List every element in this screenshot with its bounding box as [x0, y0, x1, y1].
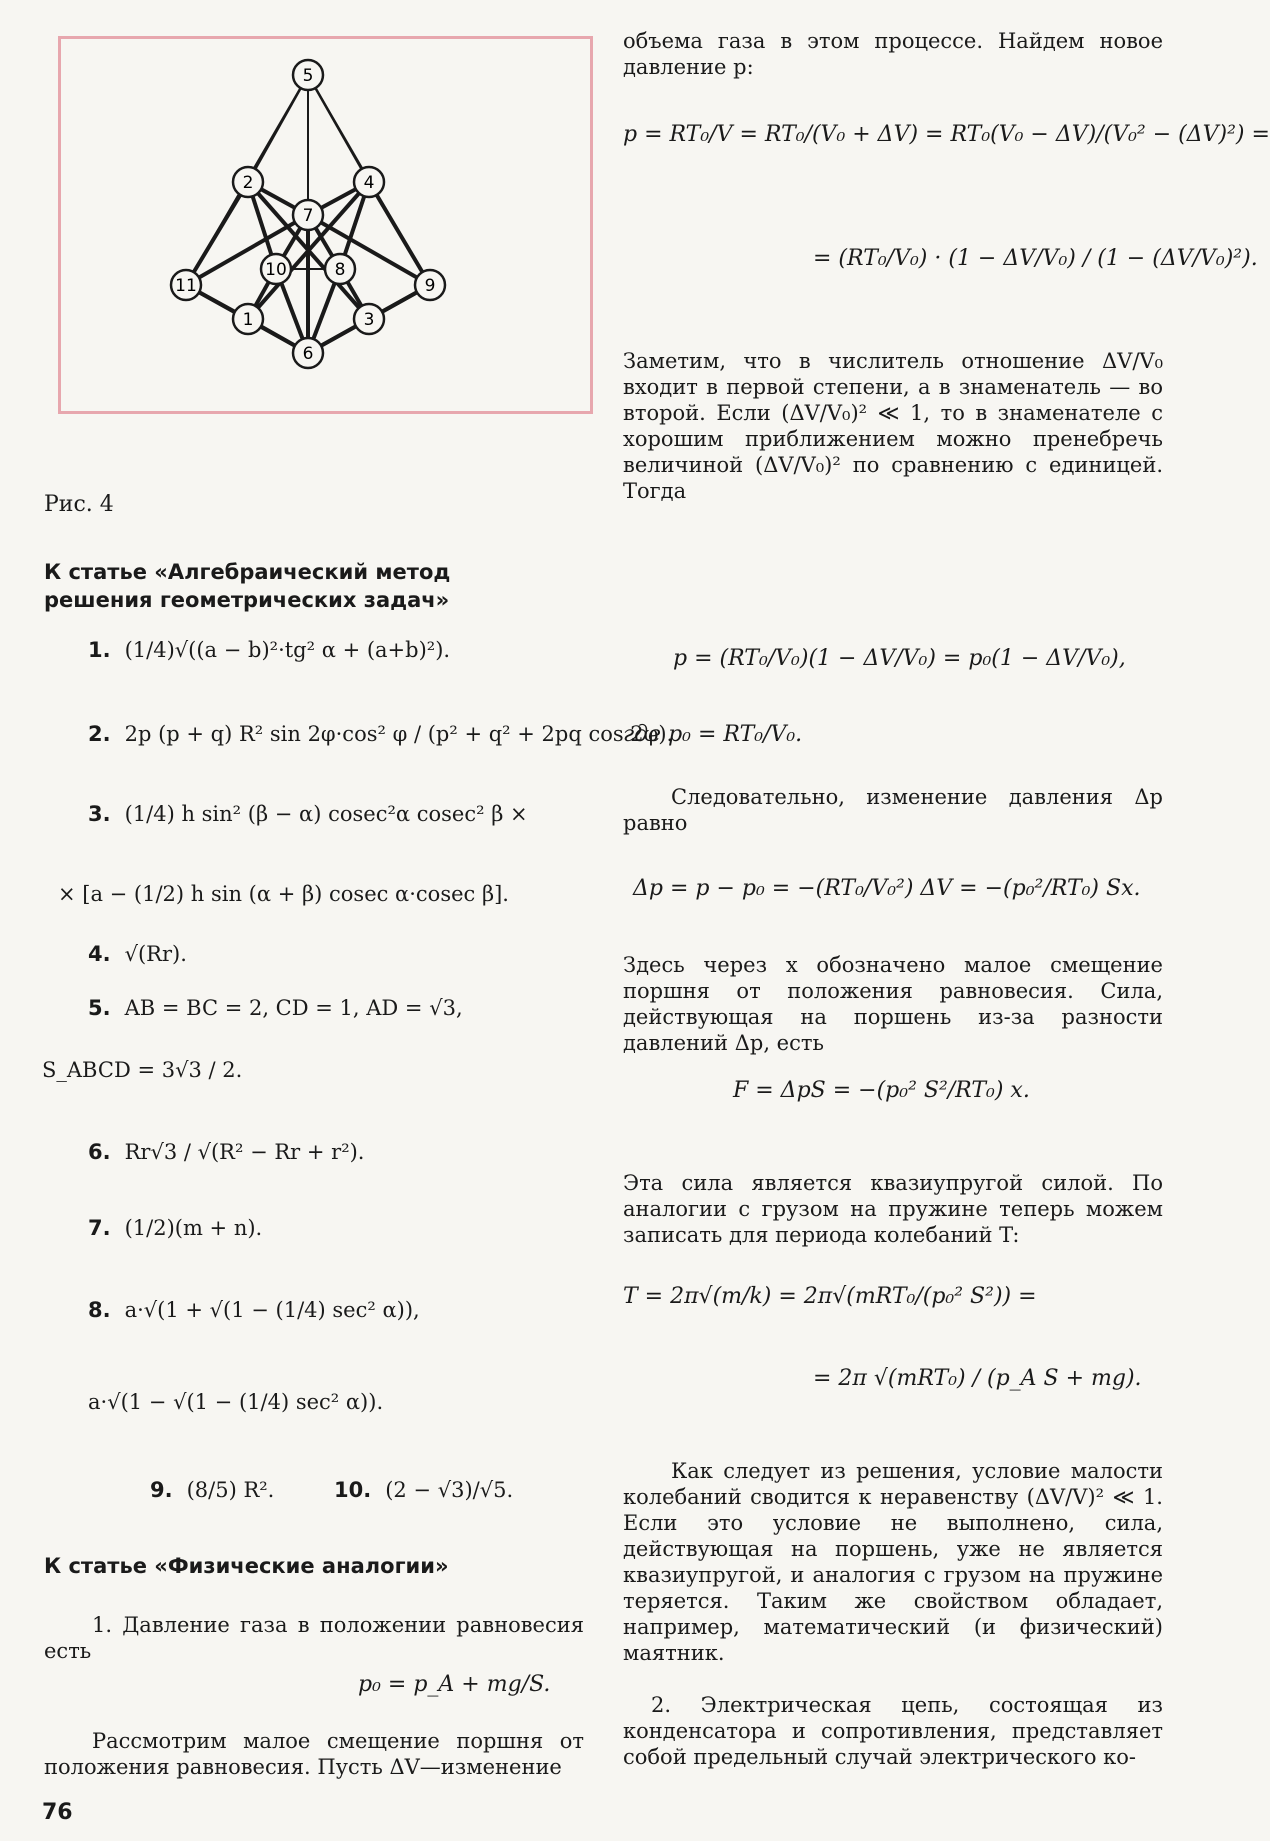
answer-9: [150, 1478, 274, 1502]
equation-period-1: T = 2π√(m/k) = 2π√(mRT₀/(p₀² S²)) =: [623, 1284, 1037, 1309]
answer-number: 3.: [88, 802, 111, 826]
answer-2: [88, 722, 673, 746]
answer-number: 6.: [88, 1140, 111, 1164]
graph-diagram: [61, 39, 591, 411]
physics-paragraph-1: 1. Давление газа в положении равновесия есть: [44, 1613, 584, 1663]
right-paragraph-2: Заметим, что в числитель отношение ΔV/V₀ входит в первой степени, а в знаменатель — во второй. Если (ΔV/V₀)² ≪ 1, то в знаменателе с хорошим приближением можно пренебречь величиной (ΔV/V₀)² по сравнению с единицей. Тогда: [623, 349, 1163, 503]
answer-8-second: [88, 1390, 383, 1414]
equation-p0-def: где p₀ = RT₀/V₀.: [623, 722, 803, 747]
answer-4: [88, 942, 187, 966]
answer-7: [88, 1216, 262, 1240]
right-paragraph-3: Следовательно, изменение давления Δp равно: [623, 785, 1163, 835]
svg-text:8: 8: [334, 260, 346, 280]
answer-6: [88, 1140, 364, 1164]
svg-text:11: 11: [175, 276, 197, 296]
svg-text:5: 5: [302, 66, 314, 86]
answer-expr: a·√(1 + √(1 − (1/4) sec² α)),: [124, 1298, 420, 1322]
answer-10: [334, 1478, 513, 1502]
answer-expr: 2p (p + q) R² sin 2φ·cos² φ / (p² + q² + 2pq cos 2φ).: [124, 722, 674, 746]
equation-p0: p₀ = p_A + mg/S.: [358, 1672, 551, 1697]
answer-number: 8.: [88, 1298, 111, 1322]
right-paragraph-1: объема газа в этом процессе. Найдем новое давление p:: [623, 29, 1163, 79]
answer-number: 9.: [150, 1478, 173, 1502]
node-9: [415, 270, 445, 300]
answer-number: 5.: [88, 996, 111, 1020]
node-7: [293, 200, 323, 230]
answer-expr: √(Rr).: [124, 942, 187, 966]
answer-expr: AB = BC = 2, CD = 1, AD = √3,: [124, 996, 463, 1020]
node-8: [325, 254, 355, 284]
answer-number: 10.: [334, 1478, 372, 1502]
svg-text:9: 9: [424, 276, 436, 296]
section-heading-algebra: К статье «Алгебраический метод решения геометрических задач»: [44, 560, 451, 612]
svg-text:7: 7: [302, 206, 314, 226]
right-paragraph-6: Как следует из решения, условие малости колебаний сводится к неравенству (ΔV/V)² ≪ 1. Если это условие не выполнено, сила, действующая на поршень, уже не является квазиупругой, и аналогия с грузом на пружине теряется. Таким же свойством обладает, например, математический (и физический) маятник.: [623, 1459, 1163, 1665]
left-column: [38, 30, 674, 1800]
equation-pressure-1: p = RT₀/V = RT₀/(V₀ + ΔV) = RT₀(V₀ − ΔV)/(V₀² − (ΔV)²) =: [623, 122, 1270, 147]
equation-force: F = ΔpS = −(p₀² S²/RT₀) x.: [733, 1078, 1030, 1103]
answer-5-area: [42, 1058, 242, 1082]
node-3: [354, 304, 384, 334]
equation-period-2: = 2π √(mRT₀) / (p_A S + mg).: [813, 1366, 1142, 1391]
edge: [186, 182, 248, 285]
physics-paragraph-2: Рассмотрим малое смещение поршня от положения равновесия. Пусть ΔV—изменение: [44, 1729, 584, 1779]
answer-8: [88, 1298, 420, 1322]
answer-number: 7.: [88, 1216, 111, 1240]
page-number: 76: [42, 1800, 73, 1825]
svg-text:2: 2: [242, 173, 254, 193]
answer-expr: Rr√3 / √(R² − Rr + r²).: [124, 1140, 365, 1164]
node-1: [233, 304, 263, 334]
answer-expr: (8/5) R².: [186, 1478, 275, 1502]
answer-number: 1.: [88, 638, 111, 662]
equation-pressure-2: = (RT₀/V₀) · (1 − ΔV/V₀) / (1 − (ΔV/V₀)²).: [813, 246, 1258, 271]
svg-text:6: 6: [302, 344, 314, 364]
svg-text:3: 3: [363, 310, 375, 330]
answer-expr: a·√(1 − √(1 − (1/4) sec² α)).: [88, 1390, 384, 1414]
node-6: [293, 338, 323, 368]
node-10: [261, 254, 291, 284]
right-column: [623, 28, 1270, 1798]
right-paragraph-5: Эта сила является квазиупругой силой. По аналогии с грузом на пружине теперь можем записать для периода колебаний T:: [623, 1171, 1163, 1247]
equation-delta-p: Δp = p − p₀ = −(RT₀/V₀²) ΔV = −(p₀²/RT₀) Sx.: [633, 876, 1141, 901]
answer-expr: S_ABCD = 3√3 / 2.: [42, 1058, 243, 1082]
answer-expr: (1/2)(m + n).: [124, 1216, 263, 1240]
equation-pressure-approx: p = (RT₀/V₀)(1 − ΔV/V₀) = p₀(1 − ΔV/V₀),: [673, 646, 1126, 671]
node-4: [354, 167, 384, 197]
answer-number: 4.: [88, 942, 111, 966]
section-heading-physics: К статье «Физические аналогии»: [44, 1554, 449, 1578]
answer-3: [88, 802, 528, 826]
figure-graph: [58, 36, 593, 414]
right-paragraph-4: Здесь через x обозначено малое смещение поршня от положения равновесия. Сила, действующая на поршень из-за разности давлений Δp, есть: [623, 953, 1163, 1055]
right-paragraph-7: 2. Электрическая цепь, состоящая из конденсатора и сопротивления, представляет собой предельный случай электрического ко-: [623, 1693, 1163, 1769]
answer-expr: (1/4)√((a − b)²·tg² α + (a+b)²).: [124, 638, 451, 662]
node-11: [171, 270, 201, 300]
answer-3-cont: [58, 882, 509, 906]
answer-expr: × [a − (1/2) h sin (α + β) cosec α·cosec β].: [58, 882, 509, 906]
node-2: [233, 167, 263, 197]
node-5: [293, 60, 323, 90]
answer-number: 2.: [88, 722, 111, 746]
figure-caption: Рис. 4: [44, 492, 114, 517]
svg-text:1: 1: [242, 310, 254, 330]
svg-text:4: 4: [363, 173, 375, 193]
answer-5: [88, 996, 463, 1020]
svg-text:10: 10: [265, 260, 287, 280]
answer-expr: (2 − √3)/√5.: [385, 1478, 514, 1502]
answer-1: [88, 638, 450, 662]
answer-expr: (1/4) h sin² (β − α) cosec²α cosec² β ×: [124, 802, 528, 826]
